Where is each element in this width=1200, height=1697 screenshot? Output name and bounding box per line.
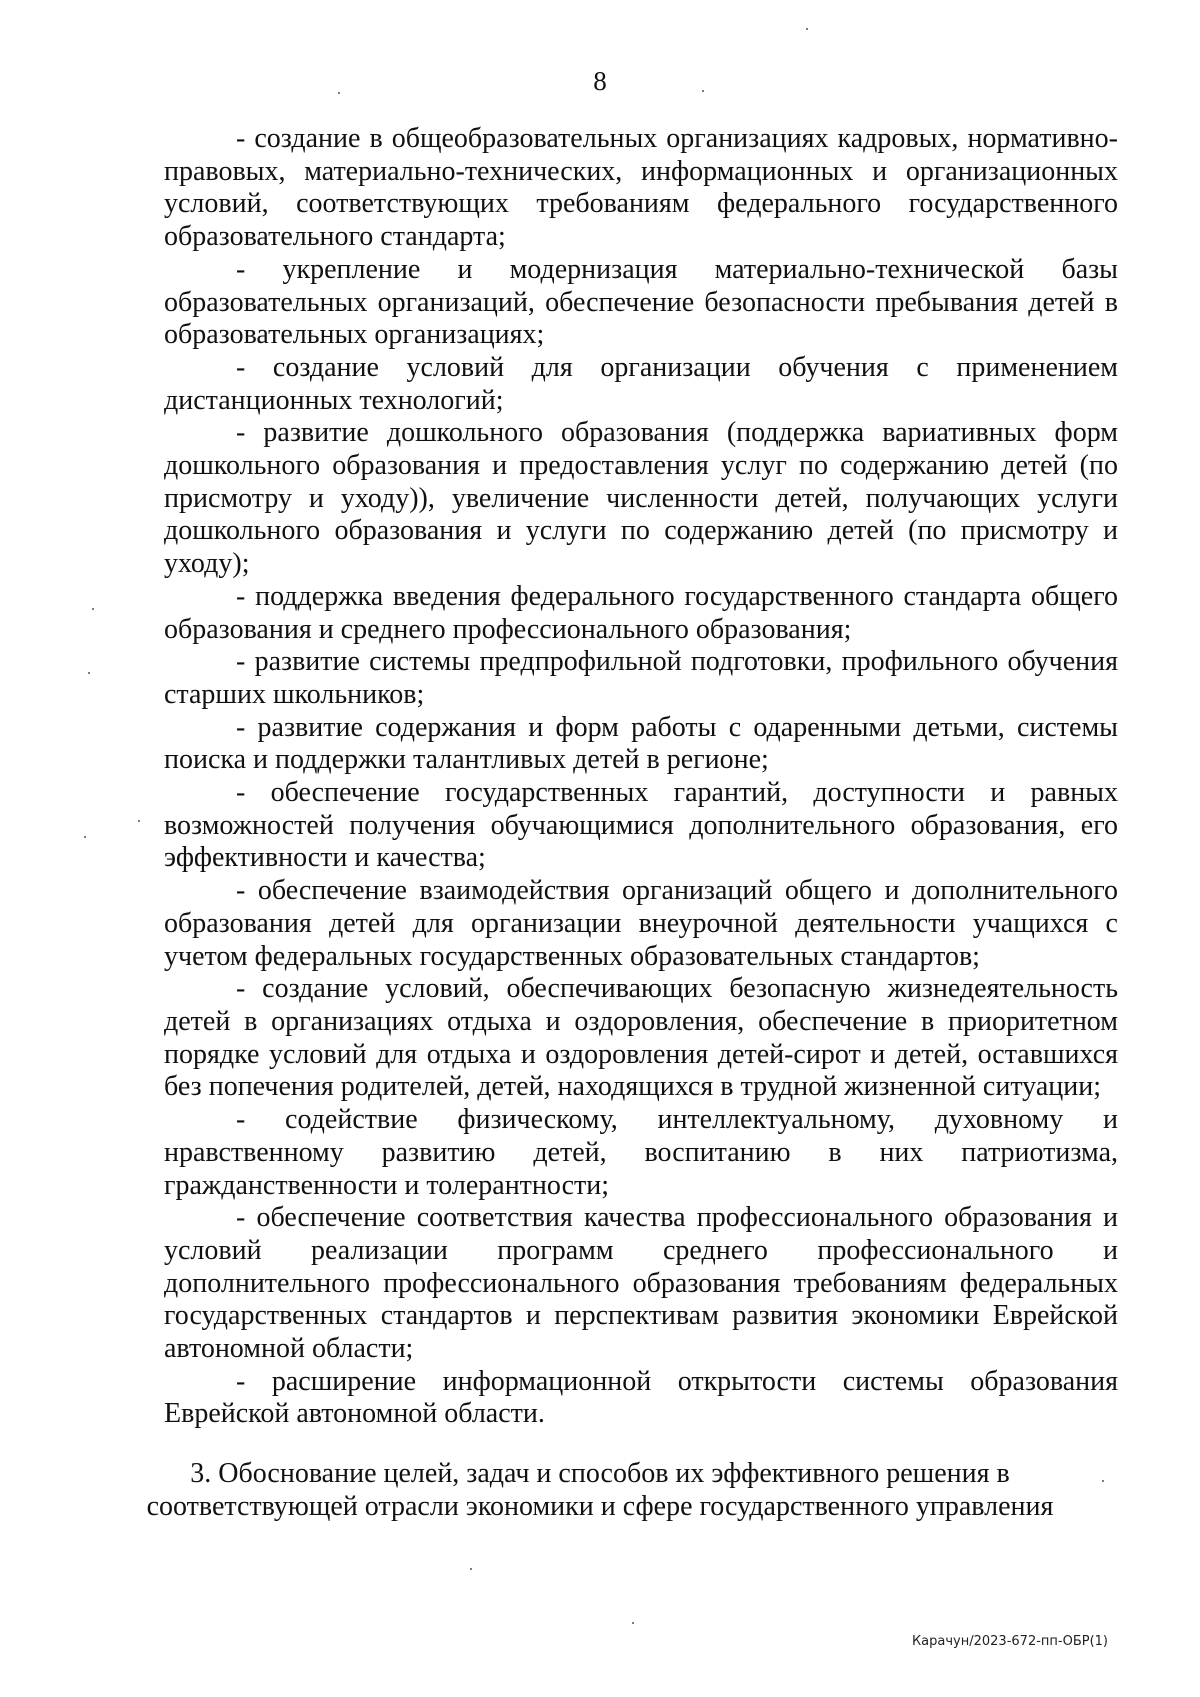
document-code: Карачун/2023-672-пп-ОБР(1) [911, 1634, 1108, 1649]
section-heading [0, 1457, 1200, 1523]
task-list [164, 123, 1118, 1431]
scan-speck [806, 28, 808, 30]
scan-speck [84, 836, 86, 838]
page-number: 8 [593, 66, 607, 96]
list-item: - создание условий для организации обучения с применением дистанционных технологий; [164, 351, 1118, 416]
scan-speck [88, 672, 90, 674]
list-item: - развитие содержания и форм работы с одаренными детьми, системы поиска и поддержки талантливых детей в регионе; [164, 711, 1118, 776]
list-item: - расширение информационной открытости системы образования Еврейской автономной области. [164, 1365, 1118, 1430]
scan-speck [92, 608, 94, 610]
list-item: - обеспечение взаимодействия организаций общего и дополнительного образования детей для организации внеурочной деятельности учащихся с учетом федеральных государственных образовательных стандартов; [164, 875, 1118, 972]
list-item: - развитие дошкольного образования (поддержка вариативных форм дошкольного образования и предоставления услуг по содержанию детей (по присмотру и уходу)), увеличение численности детей, получающих услуги дошкольного образования и услуги по содержанию детей (по присмотру и уходу); [164, 417, 1118, 580]
scan-speck [338, 92, 340, 94]
scan-speck [702, 90, 704, 92]
list-item: - создание условий, обеспечивающих безопасную жизнедеятельность детей в организациях отдыха и оздоровления, обеспечение в приоритетном порядке условий для отдыха и оздоровления детей-сирот и детей, оставшихся без попечения родителей, детей, находящихся в трудной жизненной ситуации; [164, 973, 1118, 1103]
list-item: - развитие системы предпрофильной подготовки, профильного обучения старших школьников; [164, 646, 1118, 710]
section-heading-line-1: 3. Обоснование целей, задач и способов их эффективного решения в [190, 1458, 1010, 1489]
list-item: - создание в общеобразовательных организациях кадровых, нормативно-правовых, материально-технических, информационных и организационных условий, соответствующих требованиям федерального государственного образовательного стандарта; [164, 123, 1118, 253]
scan-speck [632, 1622, 634, 1624]
scan-speck [470, 1568, 472, 1570]
list-item: - обеспечение соответствия качества профессионального образования и условий реализации программ среднего профессионального и дополнительного профессионального образования требованиям федеральных государственных стандартов и перспективам развития экономики Еврейской автономной области; [164, 1202, 1118, 1365]
list-item: - содействие физическому, интеллектуальному, духовному и нравственному развитию детей, воспитанию в них патриотизма, гражданственности и толерантности; [164, 1104, 1118, 1201]
list-item: - поддержка введения федерального государственного стандарта общего образования и среднего профессионального образования; [164, 580, 1118, 645]
list-item: - обеспечение государственных гарантий, доступности и равных возможностей получения обучающимися дополнительного образования, его эффективности и качества; [164, 777, 1118, 874]
scan-speck [138, 820, 140, 822]
scan-speck [1102, 1480, 1104, 1482]
section-heading-line-2: соответствующей отрасли экономики и сфере государственного управления [146, 1491, 1054, 1522]
list-item: - укрепление и модернизация материально-технической базы образовательных организаций, обеспечение безопасности пребывания детей в образовательных организациях; [164, 253, 1118, 351]
